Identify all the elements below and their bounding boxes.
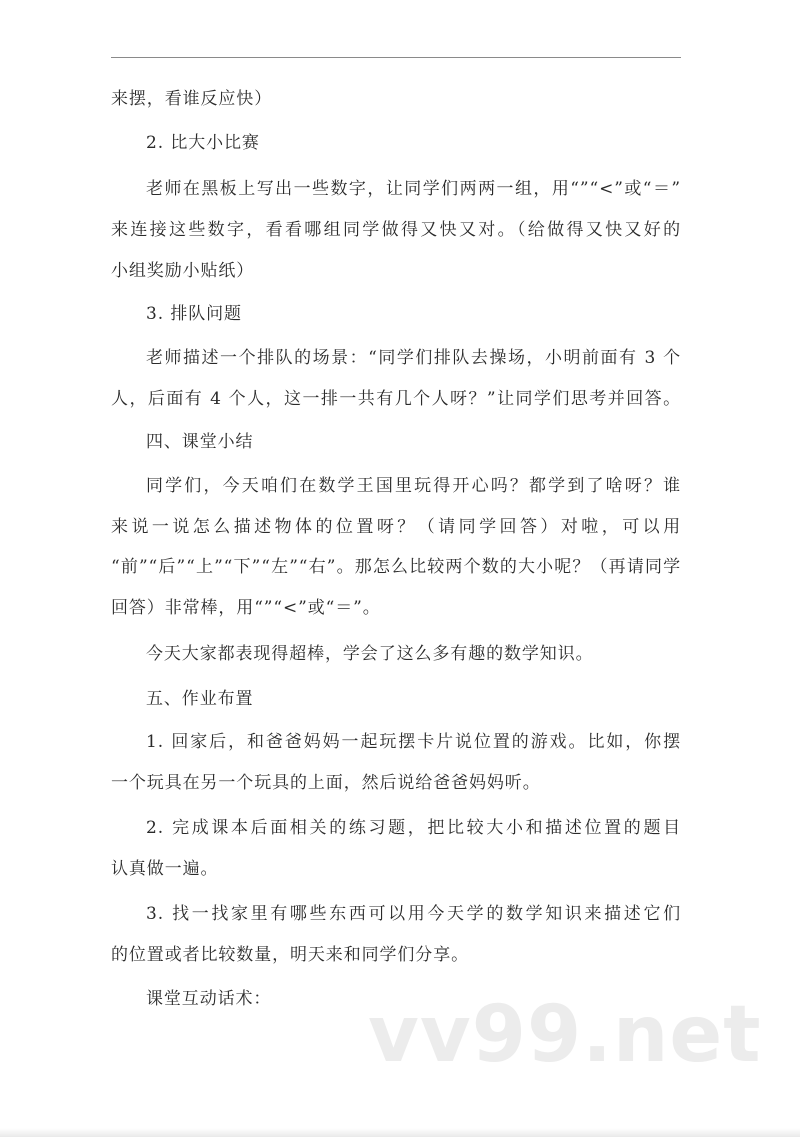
text-line: 老师在黑板上写出一些数字，让同学们两两一组，用“”“<”或“＝” — [146, 179, 681, 199]
text-line: 1. 回家后，和爸爸妈妈一起玩摆卡片说位置的游戏。比如，你摆 — [146, 732, 681, 752]
text-line: 小组奖励小贴纸） — [111, 261, 255, 281]
text-line: 老师描述一个排队的场景：“同学们排队去操场，小明前面有 3 个 — [146, 348, 681, 368]
text-line: 的位置或者比较数量，明天来和同学们分享。 — [111, 945, 469, 965]
text-line: 今天大家都表现得超棒，学会了这么多有趣的数学知识。 — [146, 644, 594, 664]
text-line: 一个玩具在另一个玩具的上面，然后说给爸爸妈妈听。 — [111, 773, 541, 793]
text-line: 来连接这些数字，看看哪组同学做得又快又对。（给做得又快又好的 — [111, 220, 681, 240]
header-rule — [111, 57, 681, 58]
text-line: 来摆，看谁反应快） — [111, 89, 273, 109]
section-heading: 五、作业布置 — [146, 689, 254, 709]
page-bottom-edge — [0, 1128, 800, 1137]
text-line: 人，后面有 4 个人，这一排一共有几个人呀？”让同学们思考并回答。 — [111, 389, 681, 409]
text-line: 来说一说怎么描述物体的位置呀？（请同学回答）对啦，可以用 — [111, 517, 681, 537]
section-heading: 3. 排队问题 — [146, 304, 242, 324]
text-line: “前”“后”“上”“下”“左”“右”。那怎么比较两个数的大小呢？（再请同学 — [111, 557, 681, 577]
text-line: 2. 完成课本后面相关的练习题，把比较大小和描述位置的题目 — [146, 818, 681, 838]
text-line: 3. 找一找家里有哪些东西可以用今天学的数学知识来描述它们 — [146, 904, 681, 924]
text-line: 课堂互动话术： — [146, 989, 272, 1009]
section-heading: 2. 比大小比赛 — [146, 133, 260, 153]
text-line: 同学们，今天咱们在数学王国里玩得开心吗？都学到了啥呀？谁 — [146, 476, 681, 496]
text-line: 回答）非常棒，用“”“<”或“＝”。 — [111, 598, 381, 618]
text-line: 认真做一遍。 — [111, 859, 219, 879]
section-heading: 四、课堂小结 — [146, 432, 254, 452]
watermark: vv99.net — [368, 990, 762, 1080]
